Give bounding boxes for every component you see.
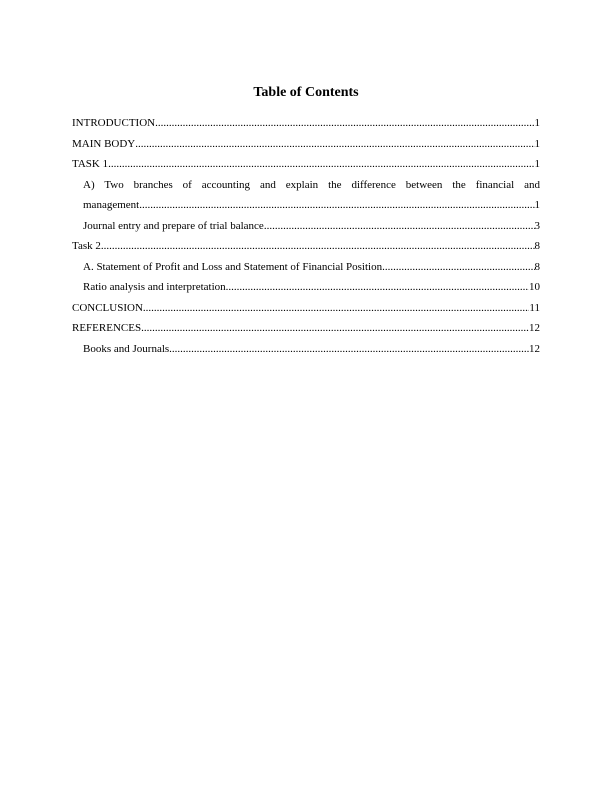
toc-entry-label-line-1: A) Two branches of accounting and explain the difference between the financial and: [83, 178, 540, 191]
toc-dot-leader: [101, 236, 535, 257]
toc-page-number: 3: [534, 219, 540, 232]
toc-page-number: 1: [534, 137, 540, 150]
toc-entry-task-1[interactable]: [72, 154, 540, 175]
toc-entry-books-and-journals[interactable]: [72, 339, 540, 360]
toc-entry-label: Task 2: [72, 240, 101, 252]
toc-entry-conclusion[interactable]: [72, 298, 540, 319]
toc-entry-label: Books and Journals: [83, 342, 170, 355]
toc-entry-label: Journal entry and prepare of trial balance: [83, 219, 264, 232]
toc-entry-label: A. Statement of Profit and Loss and Statement of Financial Position: [83, 260, 383, 273]
toc-page-number: 12: [529, 322, 540, 334]
toc-entry-two-branches-of-accounting[interactable]: [72, 175, 540, 216]
toc-dot-leader: [264, 216, 535, 237]
toc-entry-task-2[interactable]: [72, 236, 540, 257]
toc-title: Table of Contents: [253, 85, 359, 100]
toc-entry-label-line-2: management: [83, 199, 140, 211]
toc-entry-label: CONCLUSION: [72, 301, 143, 314]
toc-dot-leader: [135, 134, 534, 155]
toc-page-number: 8: [534, 260, 540, 273]
toc-dot-leader: [382, 257, 534, 278]
toc-dot-leader: [155, 113, 534, 134]
toc-entry-label: INTRODUCTION: [72, 117, 156, 129]
toc-dot-leader: [108, 154, 534, 175]
toc-entry-introduction[interactable]: [72, 113, 540, 134]
toc-dot-leader: [226, 277, 529, 298]
toc-dot-leader: [169, 339, 529, 360]
toc-page-number: 1: [534, 158, 540, 170]
toc-page-number: 1: [534, 117, 540, 129]
toc-page-number: 10: [529, 281, 540, 293]
toc-entry-label: Ratio analysis and interpretation: [83, 281, 226, 293]
toc-entry-journal-entry[interactable]: [72, 216, 540, 237]
toc-entry-label: MAIN BODY: [72, 137, 136, 150]
toc-page-number: 11: [529, 301, 540, 314]
toc-page-number: 12: [529, 342, 540, 355]
toc-entry-main-body[interactable]: [72, 134, 540, 155]
toc-entry-profit-and-loss[interactable]: [72, 257, 540, 278]
toc-page-number: 1: [534, 199, 540, 211]
toc-entry-ratio-analysis[interactable]: [72, 277, 540, 298]
toc-page-number: 8: [534, 240, 540, 252]
table-of-contents: [72, 84, 540, 359]
toc-dot-leader: [143, 298, 530, 319]
toc-entry-line-2: [83, 195, 540, 216]
toc-entry-label: TASK 1: [72, 158, 109, 170]
toc-dot-leader: [141, 318, 529, 339]
toc-entry-references[interactable]: [72, 318, 540, 339]
toc-dot-leader: [139, 195, 534, 216]
toc-entry-label: REFERENCES: [72, 322, 142, 334]
